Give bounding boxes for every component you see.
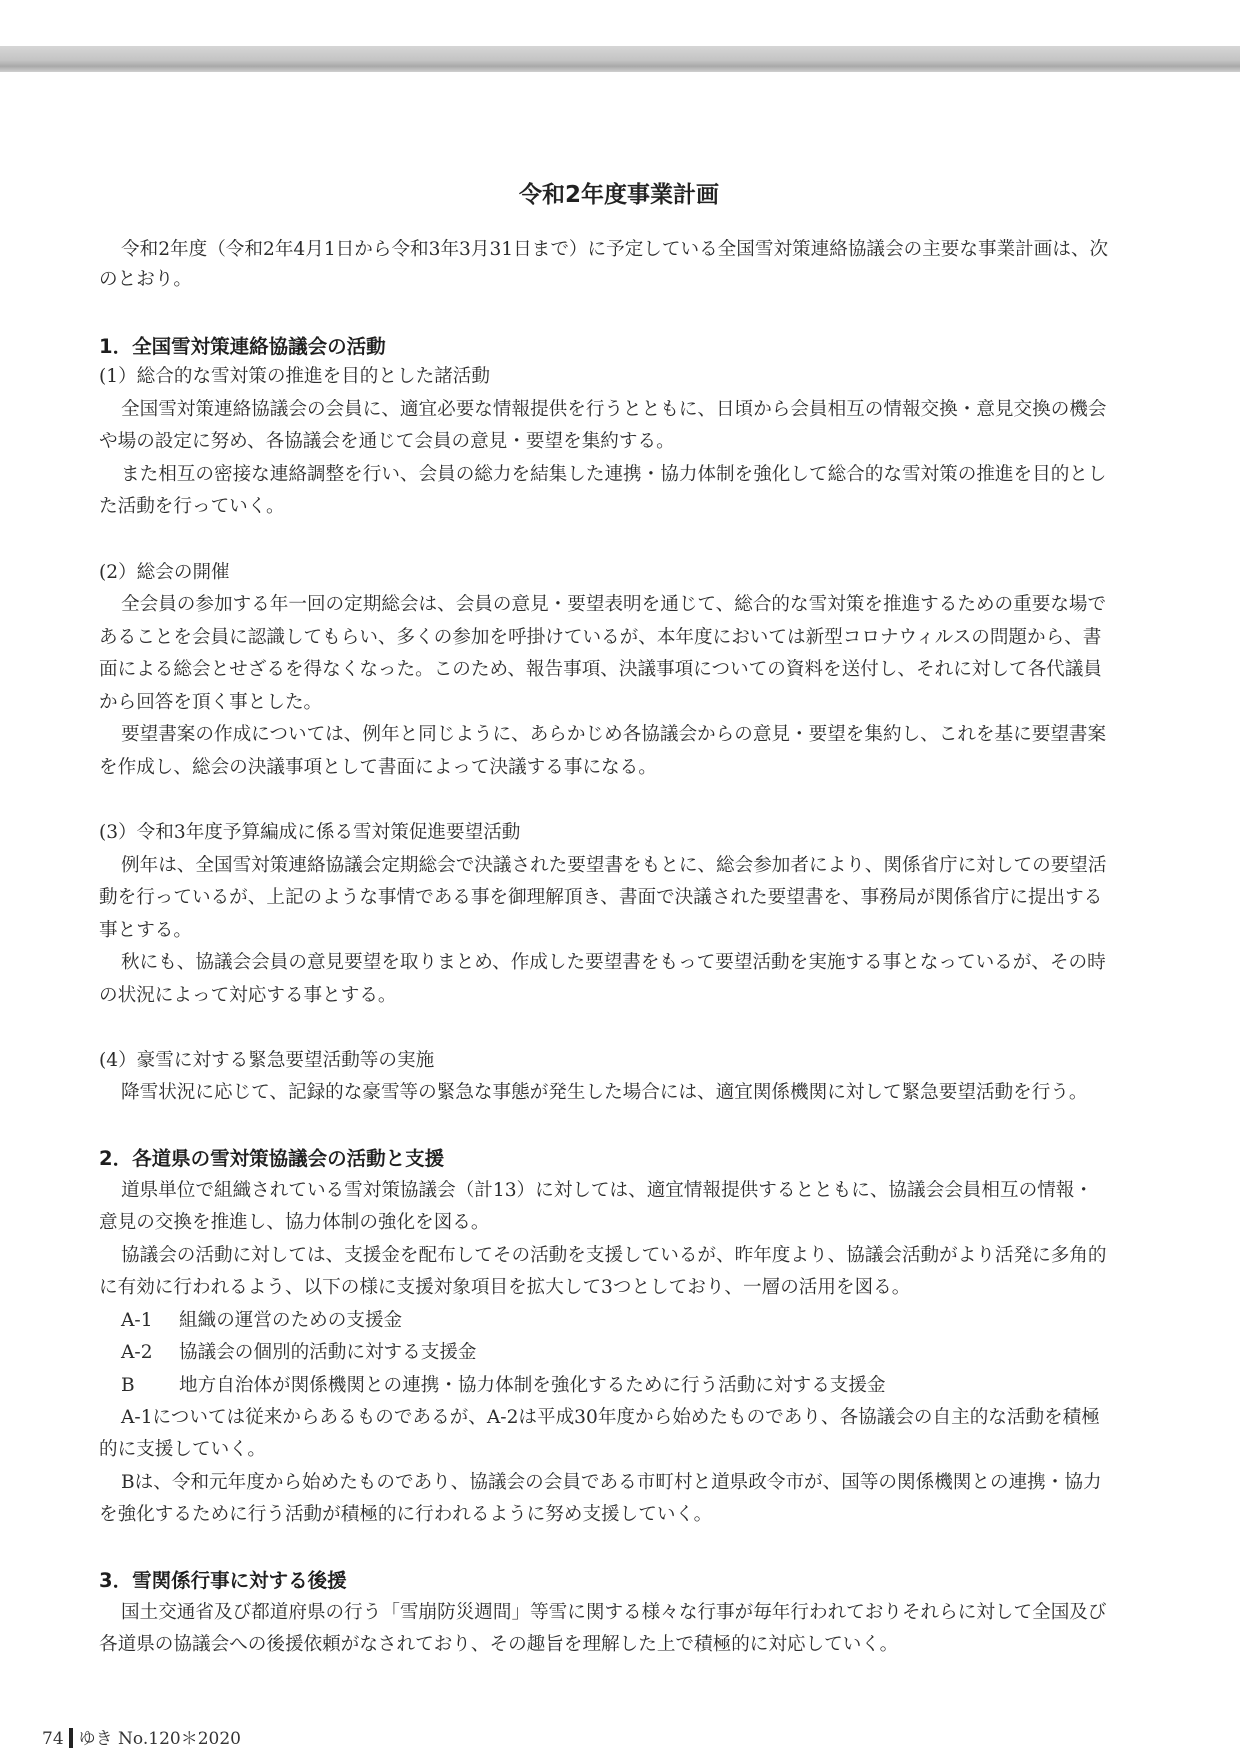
paragraph-line: の状況によって対応する事とする。 <box>99 985 397 1006</box>
paragraph-line: 道県単位で組織されている雪対策協議会（計13）に対しては、適宜情報提供するとともに、協議会会員相互の情報・ <box>121 1180 1093 1201</box>
paragraph-line: を作成し、総会の決議事項として書面によって決議する事になる。 <box>99 757 657 778</box>
item-text: 地方自治体が関係機関との連携・協力体制を強化するために行う活動に対する支援金 <box>179 1375 886 1396</box>
page-title: 令和2年度事業計画 <box>518 182 719 208</box>
magazine-issue: ゆき No.120＊2020 <box>78 1729 241 1749</box>
paragraph-line: また相互の密接な連絡調整を行い、会員の総力を結集した連携・協力体制を強化して総合的な雪対策の推進を目的とし <box>121 464 1107 485</box>
item-text: 協議会の個別的活動に対する支援金 <box>179 1342 477 1363</box>
paragraph-line: 面による総会とせざるを得なくなった。このため、報告事項、決議事項についての資料を送付し、それに対して各代議員 <box>99 659 1102 680</box>
page-number: 74 <box>42 1729 64 1749</box>
section-1-heading: 1．全国雪対策連絡協議会の活動 <box>99 335 386 358</box>
paragraph-line: を強化するために行う活動が積極的に行われるように努め支援していく。 <box>99 1504 713 1525</box>
item-code: B <box>121 1375 135 1396</box>
footer-divider <box>69 1728 73 1748</box>
paragraph-line: Bは、令和元年度から始めたものであり、協議会の会員である市町村と道県政令市が、国等の関係機関との連携・協力 <box>121 1472 1102 1493</box>
paragraph-line: 降雪状況に応じて、記録的な豪雪等の緊急な事態が発生した場合には、適宜関係機関に対して緊急要望活動を行う。 <box>121 1082 1088 1103</box>
list-item <box>121 1373 886 1399</box>
paragraph-line: 秋にも、協議会会員の意見要望を取りまとめ、作成した要望書をもって要望活動を実施する事となっているが、その時 <box>121 952 1106 973</box>
paragraph-line: 各道県の協議会への後援依頼がなされており、その趣旨を理解した上で積極的に対応していく。 <box>99 1634 899 1655</box>
list-item <box>121 1340 477 1366</box>
header-band <box>0 46 1240 72</box>
paragraph-line: 全国雪対策連絡協議会の会員に、適宜必要な情報提供を行うとともに、日頃から会員相互の情報交換・意見交換の機会 <box>121 399 1107 420</box>
paragraph-line: 全会員の参加する年一回の定期総会は、会員の意見・要望表明を通じて、総合的な雪対策を推進するための重要な場で <box>121 594 1107 615</box>
paragraph-line: 要望書案の作成については、例年と同じように、あらかじめ各協議会からの意見・要望を集約し、これを基に要望書案 <box>121 724 1107 745</box>
paragraph-line: 例年は、全国雪対策連絡協議会定期総会で決議された要望書をもとに、総会参加者により、関係省庁に対しての要望活 <box>121 855 1107 876</box>
sub-1-heading: (1）総合的な雪対策の推進を目的とした諸活動 <box>99 366 490 387</box>
sub-2-heading: (2）総会の開催 <box>99 562 230 583</box>
paragraph-line: 的に支援していく。 <box>99 1439 266 1460</box>
intro-line: のとおり。 <box>99 269 192 290</box>
paragraph-line: あることを会員に認識してもらい、多くの参加を呼掛けているが、本年度においては新型コロナウィルスの問題から、書 <box>99 627 1102 648</box>
paragraph-line: から回答を頂く事とした。 <box>99 692 323 713</box>
paragraph-line: 動を行っているが、上記のような事情である事を御理解頂き、書面で決議された要望書を、事務局が関係省庁に提出する <box>99 887 1103 908</box>
paragraph-line: や場の設定に努め、各協議会を通じて会員の意見・要望を集約する。 <box>99 431 675 452</box>
section-3-heading: 3．雪関係行事に対する後援 <box>99 1569 347 1592</box>
section-2-heading: 2．各道県の雪対策協議会の活動と支援 <box>99 1147 445 1170</box>
paragraph-line: に有効に行われるよう、以下の様に支援対象項目を拡大して3つとしており、一層の活用を図る。 <box>99 1277 911 1298</box>
list-item <box>121 1308 402 1334</box>
page-footer <box>42 1728 241 1750</box>
paragraph-line: 事とする。 <box>99 920 192 941</box>
sub-3-heading: (3）令和3年度予算編成に係る雪対策促進要望活動 <box>99 822 521 843</box>
paragraph-line: 意見の交換を推進し、協力体制の強化を図る。 <box>99 1212 490 1233</box>
paragraph-line: A-1については従来からあるものであるが、A-2は平成30年度から始めたものであり、各協議会の自主的な活動を積極 <box>121 1407 1100 1428</box>
sub-4-heading: (4）豪雪に対する緊急要望活動等の実施 <box>99 1050 435 1071</box>
item-code: A-1 <box>121 1310 153 1331</box>
intro-line: 令和2年度（令和2年4月1日から令和3年3月31日まで）に予定している全国雪対策連絡協議会の主要な事業計画は、次 <box>121 239 1109 260</box>
paragraph-line: 協議会の活動に対しては、支援金を配布してその活動を支援しているが、昨年度より、協議会活動がより活発に多角的 <box>121 1245 1107 1266</box>
item-code: A-2 <box>121 1342 153 1363</box>
paragraph-line: た活動を行っていく。 <box>99 496 285 517</box>
item-text: 組織の運営のための支援金 <box>179 1310 403 1331</box>
paragraph-line: 国土交通省及び都道府県の行う「雪崩防災週間」等雪に関する様々な行事が毎年行われておりそれらに対して全国及び <box>121 1602 1107 1623</box>
